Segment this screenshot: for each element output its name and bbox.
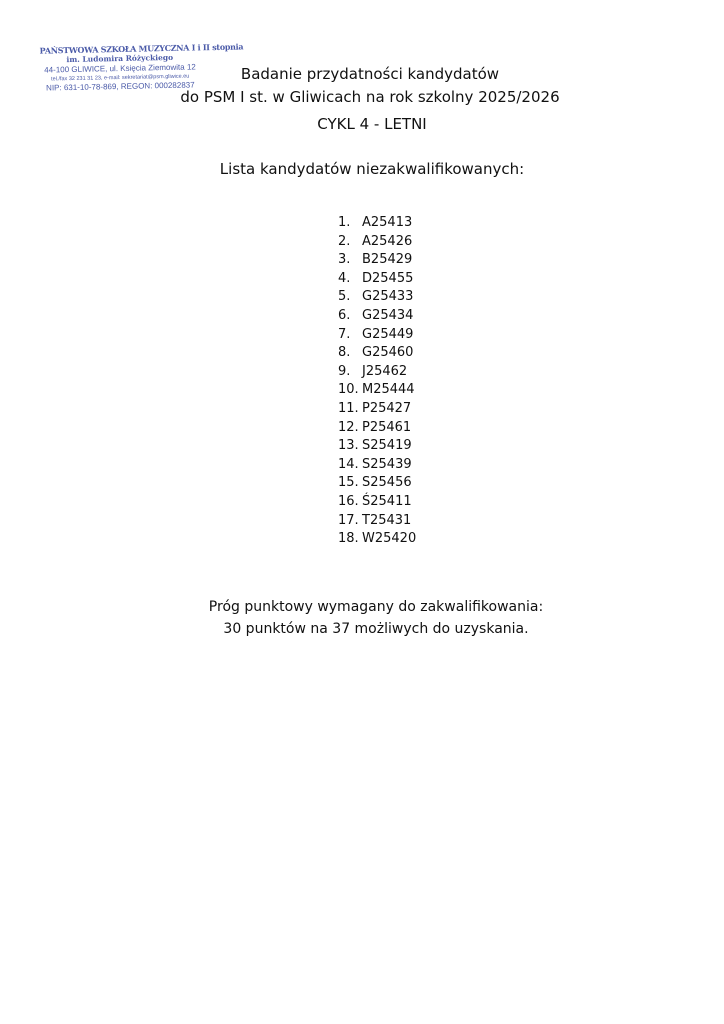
list-item xyxy=(338,419,416,438)
cycle-heading: CYKL 4 - LETNI xyxy=(317,115,427,133)
title-line-2: do PSM I st. w Gliwicach na rok szkolny 2025/2026 xyxy=(180,88,560,106)
school-stamp xyxy=(39,41,244,93)
list-item xyxy=(338,456,416,475)
candidate-number: 10. xyxy=(338,382,359,398)
list-item xyxy=(338,288,416,307)
candidate-number: 14. xyxy=(338,456,359,472)
candidate-code: G25460 xyxy=(362,345,414,361)
candidate-number: 12. xyxy=(338,419,359,435)
list-item xyxy=(338,307,416,326)
candidate-number: 5. xyxy=(338,289,351,305)
stamp-ids: NIP: 631-10-78-869, REGON: 000282837 xyxy=(46,80,195,93)
candidate-number: 13. xyxy=(338,438,359,454)
threshold-note xyxy=(0,596,724,640)
candidate-code: B25429 xyxy=(362,252,413,268)
candidate-number: 3. xyxy=(338,252,351,268)
candidate-code: T25431 xyxy=(362,512,412,528)
candidate-code: S25456 xyxy=(362,475,412,491)
list-heading: Lista kandydatów niezakwalifikowanych: xyxy=(219,160,525,178)
candidate-code: S25439 xyxy=(362,456,412,472)
candidate-code: G25434 xyxy=(362,307,414,323)
candidate-number: 4. xyxy=(338,270,351,286)
list-item xyxy=(338,270,416,289)
list-item xyxy=(338,233,416,252)
candidate-number: 7. xyxy=(338,326,351,342)
candidate-number: 16. xyxy=(338,493,359,509)
list-item xyxy=(338,512,416,531)
candidate-code: A25413 xyxy=(362,215,413,230)
candidate-list xyxy=(338,214,416,549)
candidate-code: M25444 xyxy=(362,382,415,398)
candidate-number: 6. xyxy=(338,307,351,323)
candidate-number: 8. xyxy=(338,345,351,361)
candidate-code: W25420 xyxy=(362,531,417,547)
list-item xyxy=(338,493,416,512)
stamp-school-name: PAŃSTWOWA SZKOŁA MUZYCZNA I i II stopnia xyxy=(39,41,244,56)
candidate-code: Ś25411 xyxy=(362,493,412,509)
candidate-code: P25427 xyxy=(362,400,412,416)
candidate-number: 9. xyxy=(338,363,351,379)
list-item xyxy=(338,437,416,456)
list-item xyxy=(338,400,416,419)
list-item xyxy=(338,474,416,493)
candidate-number: 1. xyxy=(338,215,351,230)
candidate-code: D25455 xyxy=(362,270,414,286)
list-item xyxy=(338,530,416,549)
document-title xyxy=(180,63,560,109)
candidate-number: 17. xyxy=(338,512,359,528)
stamp-address: 44-100 GLIWICE, ul. Księcia Ziemowita 12 xyxy=(44,62,196,75)
stamp-contact: tel./fax 32 231 31 23, e-mail: sekretariat@psm.gliwice.eu xyxy=(51,73,190,83)
stamp-patron: im. Ludomira Różyckiego xyxy=(66,52,174,65)
candidate-code: S25419 xyxy=(362,438,412,454)
candidate-number: 11. xyxy=(338,400,359,416)
list-item xyxy=(338,344,416,363)
list-item xyxy=(338,326,416,345)
candidate-code: P25461 xyxy=(362,419,412,435)
list-item xyxy=(338,251,416,270)
threshold-line-2: 30 punktów na 37 możliwych do uzyskania. xyxy=(223,621,529,637)
candidate-number: 15. xyxy=(338,475,359,491)
list-item xyxy=(338,381,416,400)
candidate-code: J25462 xyxy=(362,363,408,379)
title-line-1: Badanie przydatności kandydatów xyxy=(240,65,500,83)
candidate-code: A25426 xyxy=(362,233,413,249)
candidate-code: G25449 xyxy=(362,326,414,342)
list-item xyxy=(338,363,416,382)
candidate-number: 18. xyxy=(338,531,359,547)
candidate-code: G25433 xyxy=(362,289,414,305)
list-item xyxy=(338,214,416,233)
candidate-number: 2. xyxy=(338,233,351,249)
threshold-line-1: Próg punktowy wymagany do zakwalifikowania: xyxy=(208,599,544,615)
